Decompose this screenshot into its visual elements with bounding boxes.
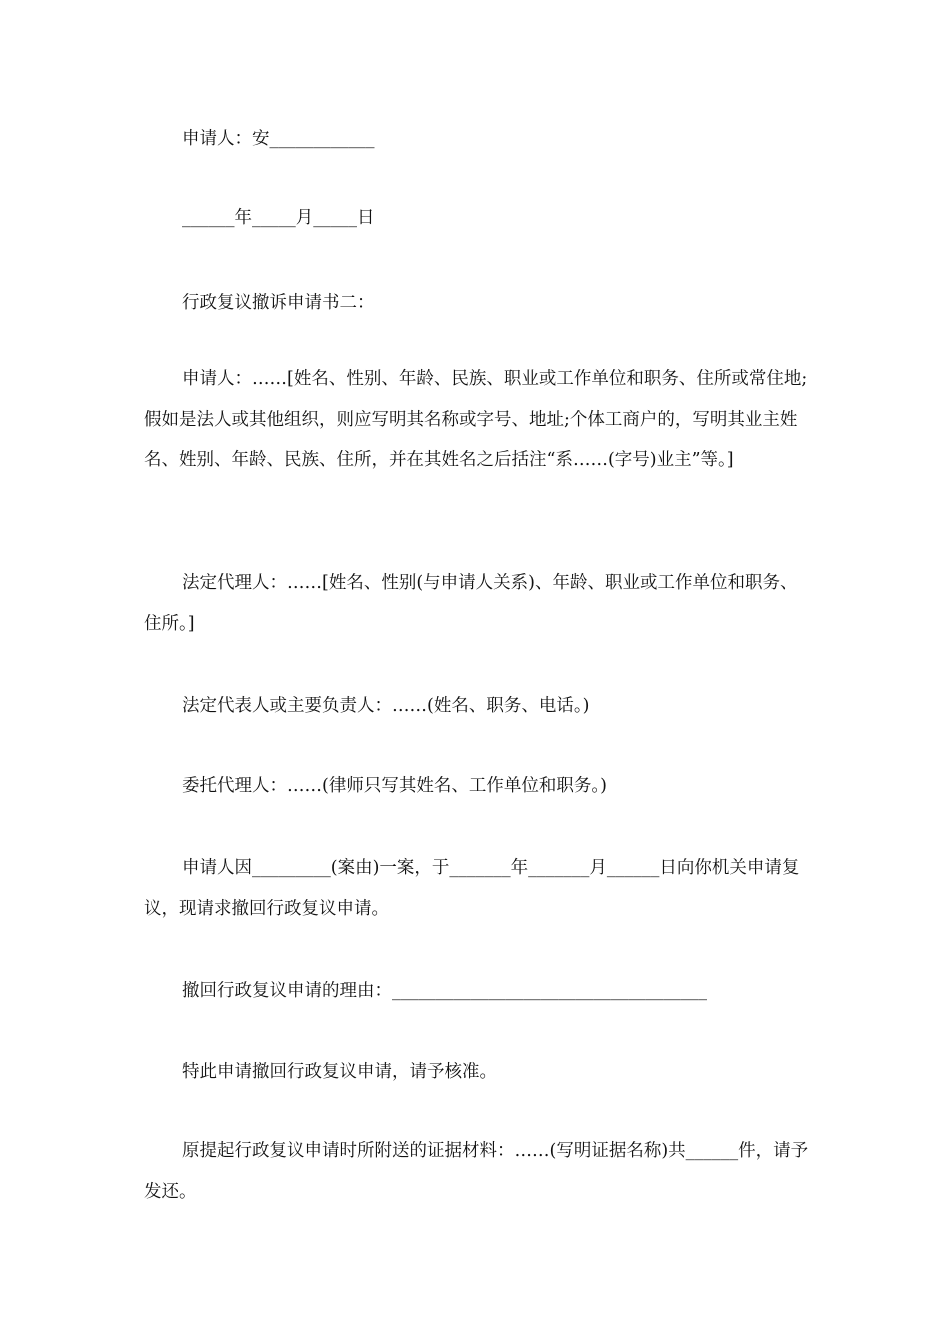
section-title: 行政复议撤诉申请书二： — [182, 293, 375, 313]
evidence-return-paragraph: 原提起行政复议申请时所附送的证据材料：……(写明证据名称)共______件，请予发还。 — [144, 1141, 809, 1202]
reason-line: 撤回行政复议申请的理由：____________________________________ — [182, 981, 707, 1001]
entrusted-agent-paragraph: 委托代理人：……(律师只写其姓名、工作单位和职务。) — [182, 776, 607, 796]
date-line: ______年_____月_____日 — [182, 208, 375, 228]
applicant-signature-line: 申请人：安____________ — [182, 129, 375, 149]
applicant-paragraph: 申请人：……[姓名、性别、年龄、民族、职业或工作单位和职务、住所或常住地;假如是法人或其他组织，则应写明其名称或字号、地址;个体工商户的，写明其业主姓名、姓别、年龄、民族、住所，并在其姓名之后括注“系……(字号)业主”等。] — [144, 369, 808, 470]
legal-representative-paragraph: 法定代表人或主要负责人：……(姓名、职务、电话。) — [182, 696, 590, 716]
approval-request-line: 特此申请撤回行政复议申请，请予核准。 — [182, 1062, 497, 1082]
legal-agent-paragraph: 法定代理人：……[姓名、性别(与申请人关系)、年龄、职业或工作单位和职务、住所。] — [144, 573, 798, 634]
request-paragraph: 申请人因_________(案由)一案，于_______年_______月______日向你机关申请复议，现请求撤回行政复议申请。 — [144, 858, 800, 919]
